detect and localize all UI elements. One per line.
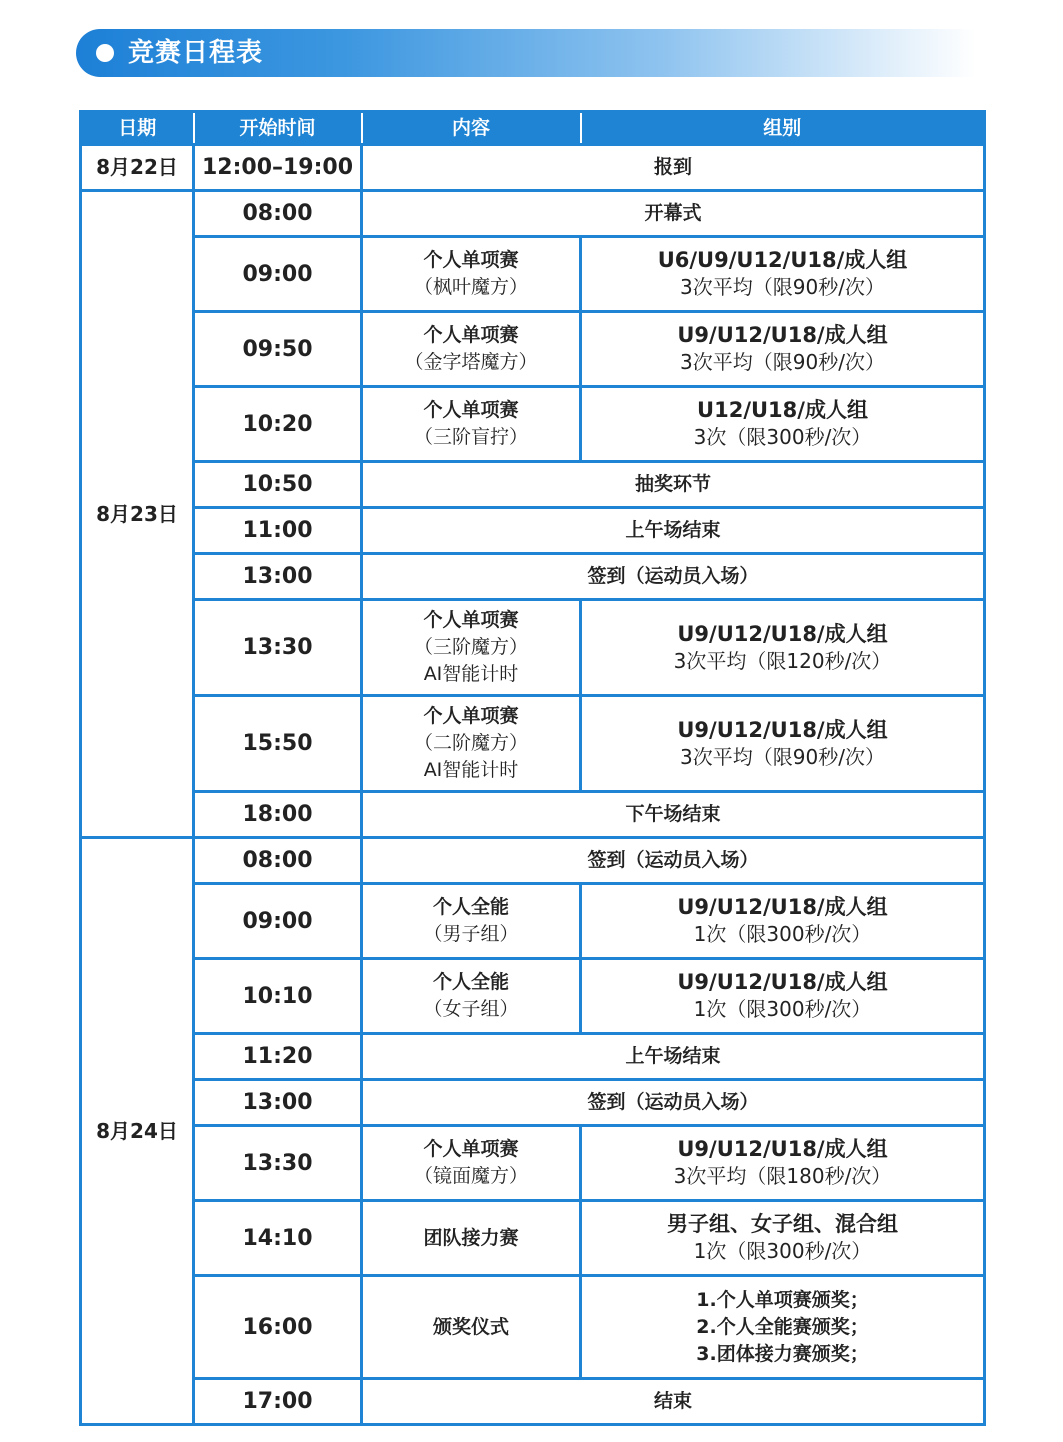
content-detail: （三阶盲拧） [413, 426, 528, 448]
content-title: 团队接力赛 [423, 1226, 519, 1249]
group-names: U9/U12/U18/成人组 [677, 1137, 888, 1161]
group-cell [581, 696, 985, 792]
group-rule: 3次平均（限180秒/次） [673, 1164, 892, 1188]
schedule-table [79, 110, 986, 1426]
table-row [81, 600, 985, 696]
event-cell: 上午场结束 [362, 508, 985, 554]
time-cell: 13:00 [194, 554, 362, 600]
group-cell [581, 1126, 985, 1201]
time-cell: 11:00 [194, 508, 362, 554]
group-names: U12/U18/成人组 [697, 398, 868, 422]
header-content: 内容 [362, 112, 581, 145]
time-cell: 15:50 [194, 696, 362, 792]
date-cell: 8月24日 [81, 838, 194, 1425]
content-detail: （金字塔魔方） [404, 351, 538, 373]
group-rule: 1次（限300秒/次） [693, 922, 872, 946]
group-rule: 3次（限300秒/次） [693, 425, 872, 449]
event-cell: 开幕式 [362, 191, 985, 237]
award-item: 1.个人单项赛颁奖； [696, 1288, 869, 1311]
group-rule: 3次平均（限90秒/次） [680, 744, 885, 769]
award-item: 2.个人全能赛颁奖； [696, 1315, 869, 1338]
group-cell [581, 600, 985, 696]
content-detail: （三阶魔方） [413, 636, 528, 658]
content-cell [362, 1201, 581, 1276]
content-note: AI智能计时 [423, 759, 519, 781]
content-title: 颁奖仪式 [432, 1315, 509, 1338]
content-title: 个人单项赛 [423, 399, 519, 421]
time-cell: 13:30 [194, 600, 362, 696]
content-title: 个人单项赛 [423, 1138, 519, 1160]
event-cell: 下午场结束 [362, 792, 985, 838]
event-cell: 签到（运动员入场） [362, 1080, 985, 1126]
group-cell [581, 1201, 985, 1276]
content-cell [362, 1126, 581, 1201]
table-row [81, 237, 985, 312]
time-cell: 10:20 [194, 387, 362, 462]
table-row [81, 884, 985, 959]
bullet-dot-icon [96, 44, 114, 62]
time-cell: 09:00 [194, 237, 362, 312]
group-names: 男子组、女子组、混合组 [667, 1212, 898, 1236]
header-date: 日期 [81, 112, 194, 145]
group-names: U9/U12/U18/成人组 [677, 621, 888, 646]
content-cell [362, 600, 581, 696]
event-cell: 抽奖环节 [362, 462, 985, 508]
table-row [81, 1126, 985, 1201]
content-detail: （男子组） [423, 923, 519, 945]
header-group: 组别 [581, 112, 985, 145]
award-cell [581, 1276, 985, 1379]
group-rule: 1次（限300秒/次） [693, 1239, 872, 1263]
content-detail: （二阶魔方） [413, 732, 528, 754]
group-names: U9/U12/U18/成人组 [677, 970, 888, 994]
table-row [81, 696, 985, 792]
content-cell [362, 312, 581, 387]
event-cell: 签到（运动员入场） [362, 838, 985, 884]
content-title: 个人单项赛 [423, 705, 519, 727]
table-row [81, 554, 985, 600]
date-cell: 8月23日 [81, 191, 194, 838]
group-names: U9/U12/U18/成人组 [677, 323, 888, 347]
table-row [81, 387, 985, 462]
content-title: 个人单项赛 [423, 609, 519, 631]
group-rule: 3次平均（限90秒/次） [680, 350, 885, 374]
table-row [81, 312, 985, 387]
content-detail: （枫叶魔方） [413, 276, 528, 298]
group-cell [581, 237, 985, 312]
time-cell: 10:50 [194, 462, 362, 508]
group-rule: 1次（限300秒/次） [693, 997, 872, 1021]
event-cell: 上午场结束 [362, 1034, 985, 1080]
table-row [81, 191, 985, 237]
table-header-row [81, 112, 985, 145]
content-cell [362, 884, 581, 959]
page-title: 竞赛日程表 [128, 38, 264, 68]
content-note: AI智能计时 [423, 663, 519, 685]
time-cell: 11:20 [194, 1034, 362, 1080]
group-names: U9/U12/U18/成人组 [677, 717, 888, 742]
group-rule: 3次平均（限120秒/次） [673, 648, 892, 673]
table-row [81, 1201, 985, 1276]
table-row [81, 1080, 985, 1126]
content-detail: （镜面魔方） [413, 1165, 528, 1187]
group-cell [581, 884, 985, 959]
table-row [81, 145, 985, 191]
table-row [81, 1276, 985, 1379]
group-names: U9/U12/U18/成人组 [677, 895, 888, 919]
content-title: 个人单项赛 [423, 249, 519, 271]
time-cell: 08:00 [194, 838, 362, 884]
event-cell: 报到 [362, 145, 985, 191]
time-cell: 14:10 [194, 1201, 362, 1276]
time-cell: 09:50 [194, 312, 362, 387]
event-cell: 结束 [362, 1379, 985, 1425]
time-cell: 08:00 [194, 191, 362, 237]
group-rule: 3次平均（限90秒/次） [680, 275, 885, 299]
award-item: 3.团体接力赛颁奖； [696, 1342, 869, 1365]
time-cell: 18:00 [194, 792, 362, 838]
table-row [81, 1379, 985, 1425]
time-cell: 12:00–19:00 [194, 145, 362, 191]
content-cell [362, 696, 581, 792]
group-cell [581, 959, 985, 1034]
content-cell [362, 387, 581, 462]
group-cell [581, 312, 985, 387]
time-cell: 16:00 [194, 1276, 362, 1379]
time-cell: 10:10 [194, 959, 362, 1034]
header-start-time: 开始时间 [194, 112, 362, 145]
time-cell: 13:30 [194, 1126, 362, 1201]
table-row [81, 838, 985, 884]
content-detail: （女子组） [423, 998, 519, 1020]
time-cell: 17:00 [194, 1379, 362, 1425]
table-row [81, 462, 985, 508]
table-row [81, 792, 985, 838]
content-cell [362, 237, 581, 312]
table-row [81, 1034, 985, 1080]
event-cell: 签到（运动员入场） [362, 554, 985, 600]
group-cell [581, 387, 985, 462]
date-cell: 8月22日 [81, 145, 194, 191]
content-title: 个人全能 [432, 896, 509, 918]
content-title: 个人全能 [432, 971, 509, 993]
content-cell [362, 959, 581, 1034]
table-row [81, 959, 985, 1034]
table-row [81, 508, 985, 554]
content-cell [362, 1276, 581, 1379]
section-title-bar [76, 29, 976, 77]
content-title: 个人单项赛 [423, 324, 519, 346]
time-cell: 13:00 [194, 1080, 362, 1126]
group-names: U6/U9/U12/U18/成人组 [657, 248, 908, 272]
time-cell: 09:00 [194, 884, 362, 959]
